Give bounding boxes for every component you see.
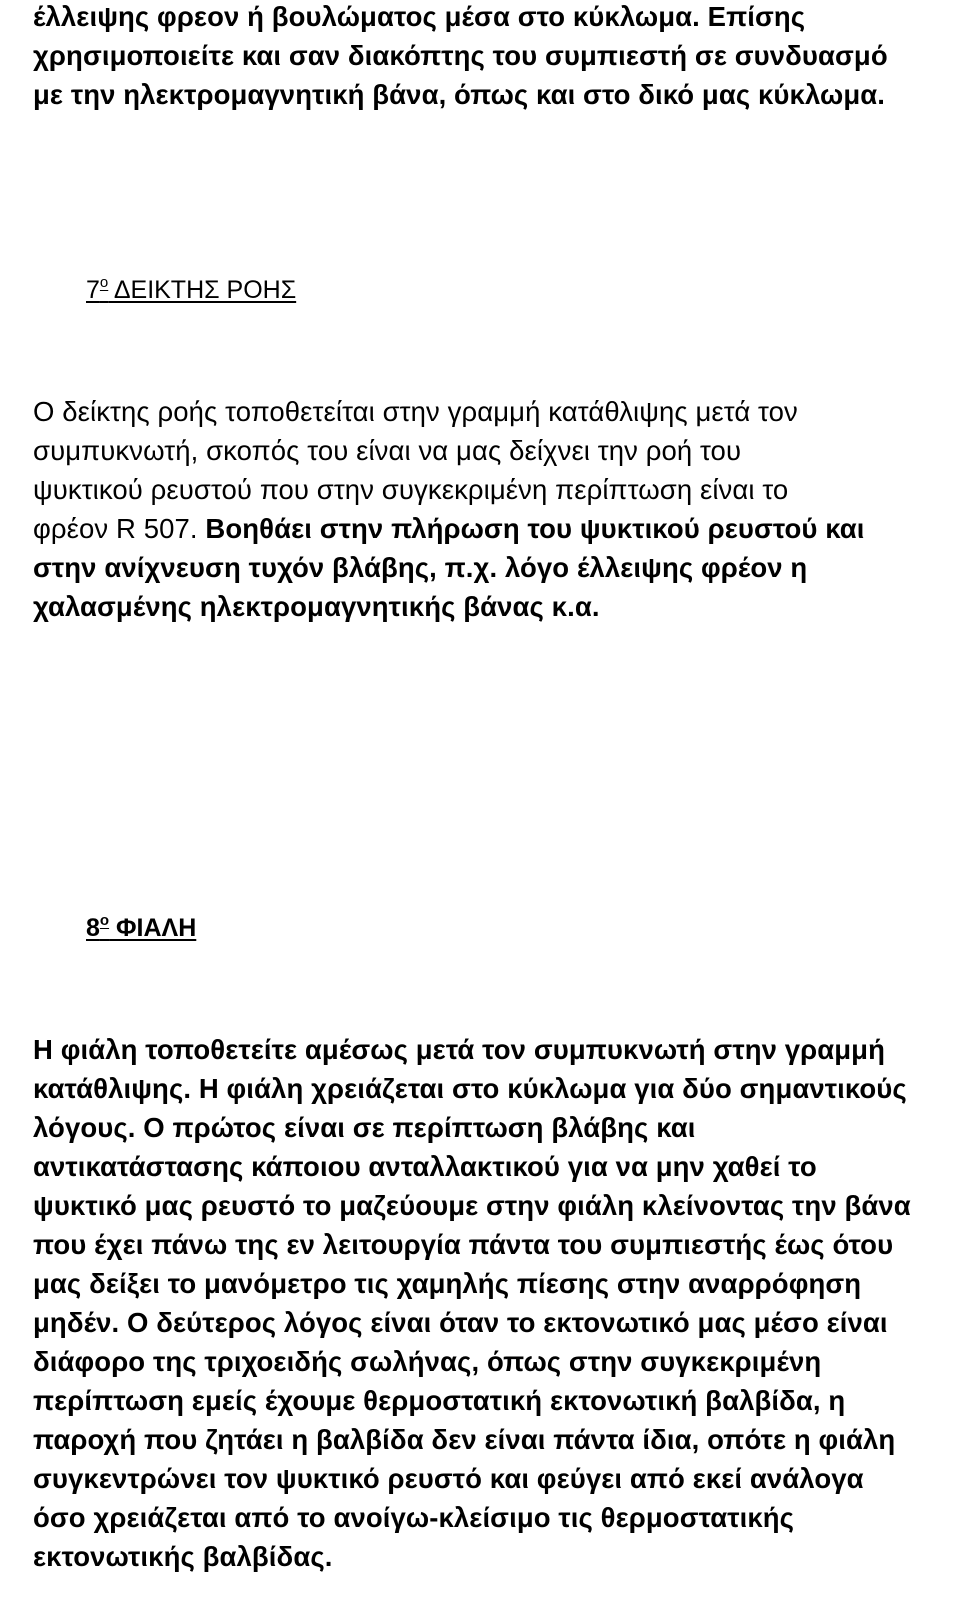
section-8-line-13: όσο χρειάζεται από το ανοίγω-κλείσιμο τις θερμοστατικής (33, 1502, 795, 1533)
section-8-line-1: Η φιάλη τοποθετείτε αμέσως μετά τον συμπυκνωτή στην γραμμή (33, 1034, 886, 1065)
section-8-number: 8 (86, 914, 100, 942)
section-7-line-4 (33, 509, 864, 548)
section-8-line-5: ψυκτικό μας ρευστό το μαζεύουμε στην φιάλη κλείνοντας την βάνα (33, 1190, 911, 1221)
section-8-line-7: μας δείξει το μανόμετρο τις χαμηλής πίεσης στην αναρρόφηση (33, 1268, 862, 1299)
section-7-line-4-bold: Βοηθάει στην πλήρωση του ψυκτικού ρευστού και (205, 513, 865, 544)
section-8-line-11: παροχή που ζητάει η βαλβίδα δεν είναι πάντα ίδια, οπότε η φιάλη (33, 1424, 896, 1455)
section-8-title: ΦΙΑΛΗ (109, 914, 197, 942)
section-7-line-2: συμπυκνωτή, σκοπός του είναι να μας δείχνει την ροή του (33, 435, 742, 466)
intro-line-3: με την ηλεκτρομαγνητική βάνα, όπως και στο δικό μας κύκλωμα. (33, 79, 886, 110)
section-8-heading (86, 906, 196, 943)
section-7-line-1: Ο δείκτης ροής τοποθετείται στην γραμμή κατάθλιψης μετά τον (33, 396, 798, 427)
section-7-title: ΔΕΙΚΤΗΣ ΡΟΗΣ (108, 276, 297, 304)
section-8-line-10: περίπτωση εμείς έχουμε θερμοστατική εκτονωτική βαλβίδα, η (33, 1385, 846, 1416)
section-8-line-8: μηδέν. Ο δεύτερος λόγος είναι όταν το εκτονωτικό μας μέσο είναι (33, 1307, 888, 1338)
intro-line-2: χρησιμοποιείτε και σαν διακόπτης του συμπιεστή σε συνδυασμό (33, 40, 888, 71)
section-8-line-14: εκτονωτικής βαλβίδας. (33, 1541, 333, 1572)
section-7-line-3: ψυκτικού ρευστού που στην συγκεκριμένη περίπτωση είναι το (33, 474, 789, 505)
section-7-heading (86, 268, 296, 305)
section-7-line-6: χαλασμένης ηλεκτρομαγνητικής βάνας κ.α. (33, 591, 600, 622)
section-7-number: 7 (86, 276, 100, 304)
section-7-line-4-regular: φρέον R 507. (33, 513, 206, 544)
section-8-line-3: λόγους. Ο πρώτος είναι σε περίπτωση βλάβης και (33, 1112, 696, 1143)
intro-line-1: έλλειψης φρεον ή βουλώματος μέσα στο κύκλωμα. Επίσης (33, 1, 806, 32)
section-8-line-9: διάφορο της τριχοειδής σωλήνας, όπως στην συγκεκριμένη (33, 1346, 822, 1377)
section-7-superscript: ο (99, 274, 109, 291)
section-7-line-5: στην ανίχνευση τυχόν βλάβης, π.χ. λόγο έλλειψης φρέον η (33, 552, 808, 583)
section-8-superscript: ο (99, 912, 110, 929)
section-8-line-12: συγκεντρώνει τον ψυκτικό ρευστό και φεύγει από εκεί ανάλογα (33, 1463, 864, 1494)
section-8-line-4: αντικατάστασης κάποιου ανταλλακτικού για να μην χαθεί το (33, 1151, 817, 1182)
section-8-line-2: κατάθλιψης. Η φιάλη χρειάζεται στο κύκλωμα για δύο σημαντικούς (33, 1073, 907, 1104)
section-8-line-6: που έχει πάνω της εν λειτουργία πάντα του συμπιεστής έως ότου (33, 1229, 894, 1260)
